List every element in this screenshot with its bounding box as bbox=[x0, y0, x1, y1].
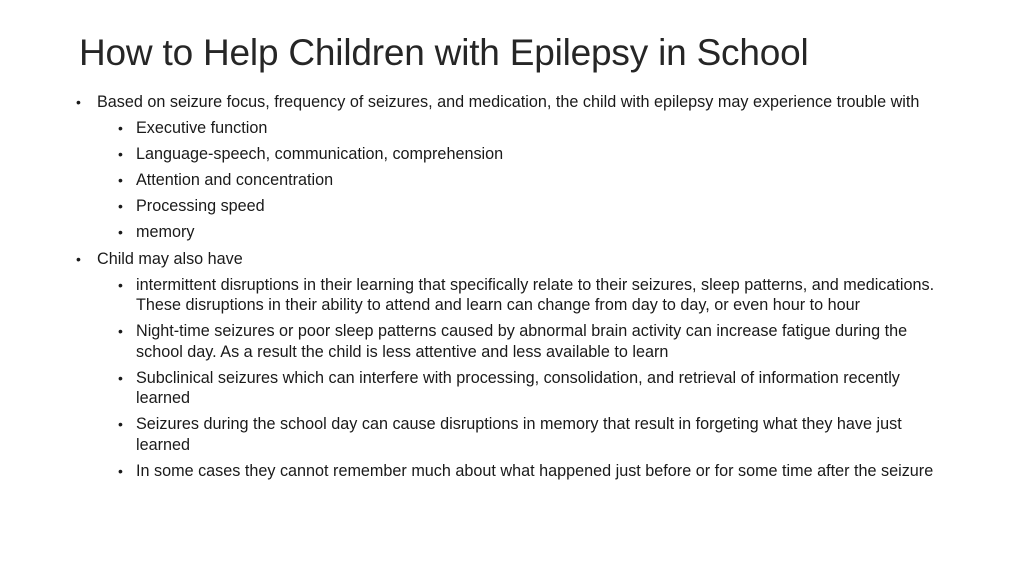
sub-bullet-item bbox=[118, 321, 946, 362]
bullet-item bbox=[76, 92, 946, 242]
sub-bullet-item bbox=[118, 170, 946, 191]
bullet-dot-icon: • bbox=[118, 323, 123, 339]
bullet-dot-icon: • bbox=[118, 276, 123, 293]
sub-bullet-text: Subclinical seizures which can interfere with processing, consolidation, and retrieval of information recently learned bbox=[136, 368, 900, 407]
sub-bullet-text: intermittent disruptions in their learning that specifically relate to their seizures, sleep patterns, and medications. These disruptions in their ability to attend and learn can change from day to day, or even hour to hour bbox=[136, 275, 935, 314]
sub-bullet-text: Attention and concentration bbox=[136, 170, 334, 189]
sub-bullet-text: memory bbox=[136, 222, 195, 241]
sub-bullet-list bbox=[97, 118, 946, 243]
sub-bullet-item bbox=[118, 196, 946, 217]
sub-bullet-item bbox=[118, 414, 946, 455]
bullet-dot-icon: • bbox=[118, 416, 123, 432]
bullet-dot-icon: • bbox=[118, 197, 123, 214]
sub-bullet-text: Seizures during the school day can cause disruptions in memory that result in forgeting what they have just learned bbox=[136, 415, 902, 454]
bullet-text: Based on seizure focus, frequency of seizures, and medication, the child with epilepsy may experience trouble with bbox=[97, 93, 920, 111]
sub-bullet-list bbox=[97, 275, 946, 482]
bullet-dot-icon: • bbox=[76, 94, 81, 110]
sub-bullet-item bbox=[118, 368, 946, 409]
sub-bullet-item bbox=[118, 144, 946, 165]
sub-bullet-text: Night-time seizures or poor sleep patterns caused by abnormal brain activity can increase fatigue during the school day. As a result the child is less attentive and less available to learn bbox=[136, 322, 908, 361]
sub-bullet-text: In some cases they cannot remember much about what happened just before or for some time after the seizure bbox=[136, 461, 934, 480]
bullet-text: Child may also have bbox=[97, 250, 243, 268]
bullet-dot-icon: • bbox=[118, 119, 123, 136]
bullet-dot-icon: • bbox=[118, 171, 123, 188]
bullet-dot-icon: • bbox=[118, 145, 123, 162]
sub-bullet-text: Processing speed bbox=[136, 196, 265, 215]
slide-title: How to Help Children with Epilepsy in School bbox=[79, 32, 809, 73]
bullet-dot-icon: • bbox=[118, 369, 123, 386]
sub-bullet-item bbox=[118, 275, 946, 316]
sub-bullet-item bbox=[118, 118, 946, 139]
bullet-list bbox=[76, 92, 946, 488]
sub-bullet-text: Language-speech, communication, comprehension bbox=[136, 144, 504, 163]
bullet-dot-icon: • bbox=[118, 462, 123, 479]
sub-bullet-item bbox=[118, 461, 946, 482]
bullet-item bbox=[76, 249, 946, 481]
sub-bullet-text: Executive function bbox=[136, 118, 268, 137]
bullet-dot-icon: • bbox=[76, 251, 81, 267]
sub-bullet-item bbox=[118, 222, 946, 243]
bullet-dot-icon: • bbox=[118, 223, 123, 240]
